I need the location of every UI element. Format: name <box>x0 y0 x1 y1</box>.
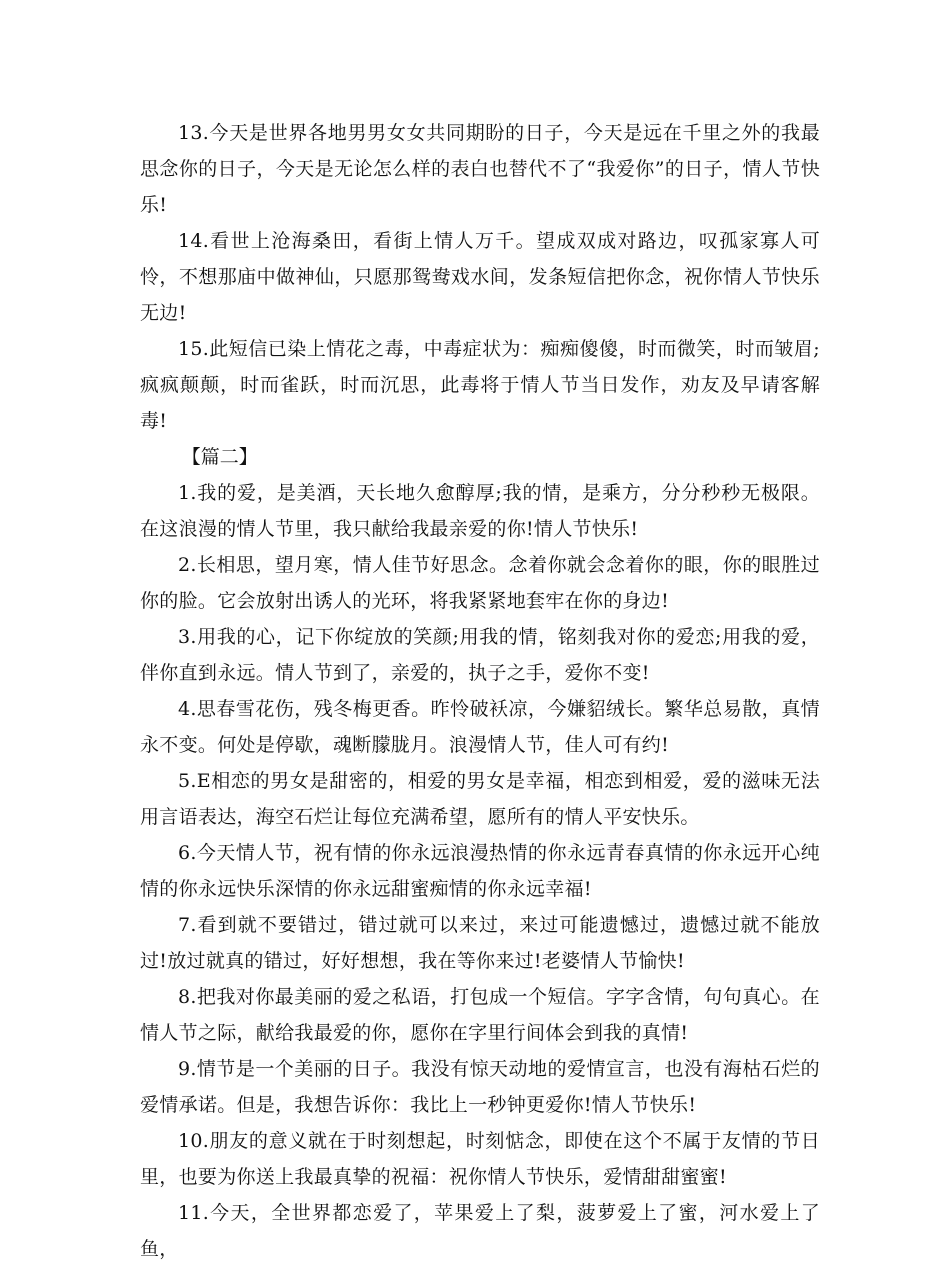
paragraph-7: 7.看到就不要错过，错过就可以来过，来过可能遗憾过，遗憾过就不能放过!放过就真的错过，好好想想，我在等你来过!老婆情人节愉快! <box>140 914 820 972</box>
paragraph-6: 6.今天情人节，祝有情的你永远浪漫热情的你永远青春真情的你永远开心纯情的你永远快乐深情的你永远甜蜜痴情的你永远幸福! <box>140 842 820 900</box>
paragraph-14: 14.看世上沧海桑田，看街上情人万千。望成双成对路边，叹孤家寡人可怜，不想那庙中做神仙，只愿那鸳鸯戏水间，发条短信把你念，祝你情人节快乐无边! <box>140 230 820 324</box>
document-body <box>140 115 820 1267</box>
paragraph-15: 15.此短信已染上情花之毒，中毒症状为：痴痴傻傻，时而微笑，时而皱眉;疯疯颠颠，时而雀跃，时而沉思，此毒将于情人节当日发作，劝友及早请客解毒! <box>140 338 820 432</box>
paragraph-11: 11.今天，全世界都恋爱了，苹果爱上了梨，菠萝爱上了蜜，河水爱上了鱼， <box>140 1202 820 1260</box>
paragraph-2: 2.长相思，望月寒，情人佳节好思念。念着你就会念着你的眼，你的眼胜过你的脸。它会放射出诱人的光环，将我紧紧地套牢在你的身边! <box>140 554 820 612</box>
paragraph-8: 8.把我对你最美丽的爱之私语，打包成一个短信。字字含情，句句真心。在情人节之际，献给我最爱的你，愿你在字里行间体会到我的真情! <box>140 986 820 1044</box>
section-heading: 【篇二】 <box>181 446 258 468</box>
paragraph-4: 4.思春雪花伤，残冬梅更香。昨怜破袄凉，今嫌貂绒长。繁华总易散，真情永不变。何处是停歇，魂断朦胧月。浪漫情人节，佳人可有约! <box>140 698 820 756</box>
paragraph-13: 13.今天是世界各地男男女女共同期盼的日子，今天是远在千里之外的我最思念你的日子，今天是无论怎么样的表白也替代不了“我爱你”的日子，情人节快乐! <box>140 122 820 216</box>
paragraph-3: 3.用我的心，记下你绽放的笑颜;用我的情，铭刻我对你的爱恋;用我的爱，伴你直到永远。情人节到了，亲爱的，执子之手，爱你不变! <box>140 626 820 684</box>
paragraph-9: 9.情节是一个美丽的日子。我没有惊天动地的爱情宣言，也没有海枯石烂的爱情承诺。但是，我想告诉你：我比上一秒钟更爱你!情人节快乐! <box>140 1058 820 1116</box>
paragraph-5: 5.E相恋的男女是甜密的，相爱的男女是幸福，相恋到相爱，爱的滋味无法用言语表达，海空石烂让每位充满希望，愿所有的情人平安快乐。 <box>140 770 820 828</box>
paragraph-1: 1.我的爱，是美酒，天长地久愈醇厚;我的情，是乘方，分分秒秒无极限。在这浪漫的情人节里，我只献给我最亲爱的你!情人节快乐! <box>140 482 820 540</box>
paragraph-10: 10.朋友的意义就在于时刻想起，时刻惦念，即使在这个不属于友情的节日里，也要为你送上我最真挚的祝福：祝你情人节快乐，爱情甜甜蜜蜜! <box>140 1130 820 1188</box>
